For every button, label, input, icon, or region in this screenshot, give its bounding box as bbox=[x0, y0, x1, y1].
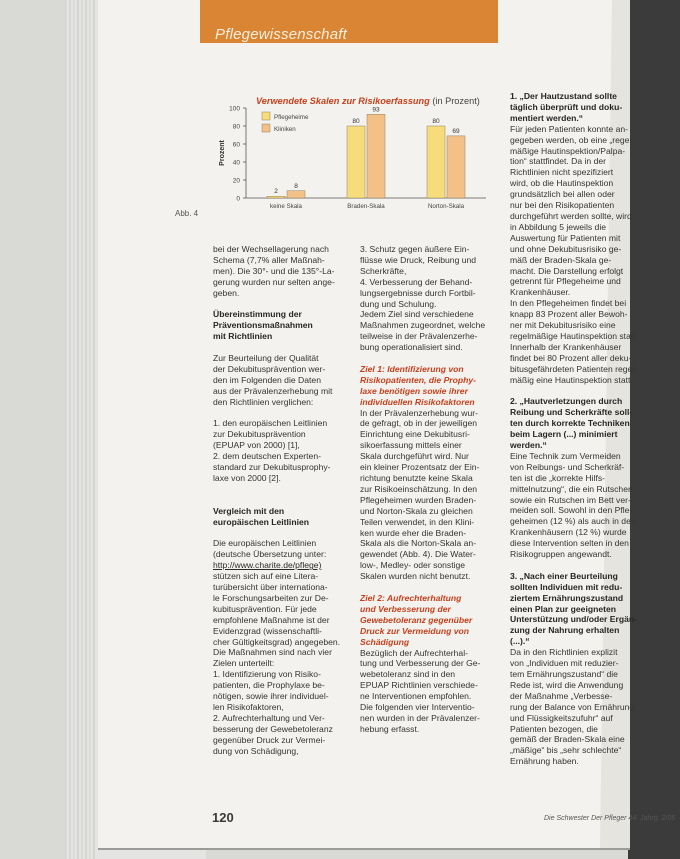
col1-line: geben. bbox=[213, 287, 240, 298]
y-tick-label: 60 bbox=[232, 141, 240, 149]
col3-line: Eine Technik zum Vermeiden bbox=[510, 450, 621, 461]
col2-line: Gewebetoleranz gegenüber bbox=[360, 614, 473, 625]
col2-line: Ziel 2: Aufrechterhaltung bbox=[360, 592, 462, 603]
col3-line: wird, ob die Hautinspektion bbox=[510, 178, 614, 189]
col3-line: in Abbildung 5 jeweils die bbox=[510, 221, 607, 232]
col3-line: In den Pflegeheimen findet bei bbox=[510, 298, 627, 309]
col2-line: bung operationalisiert sind. bbox=[360, 342, 463, 353]
col2-line: dung und Schulung. bbox=[360, 298, 437, 309]
col3-line: Für jeden Patienten konnte an- bbox=[510, 123, 629, 134]
col3-line: täglich überprüft und doku- bbox=[510, 101, 623, 112]
bar-kliniken bbox=[367, 114, 385, 198]
bar-pflegeheime bbox=[347, 126, 365, 198]
col2-line: Pflegeheimen wurden Braden- bbox=[360, 494, 477, 505]
col1-line bbox=[213, 527, 363, 538]
col3-line: rung der Balance von Ernährung bbox=[510, 701, 635, 712]
col1-line bbox=[213, 495, 363, 506]
bar-pflegeheime bbox=[267, 196, 285, 198]
col2-line: EPUAP Richtlinien verschiede- bbox=[360, 680, 478, 691]
col3-line: mäß der Braden-Skala ge- bbox=[510, 254, 612, 265]
col2-line: tung und Verbesserung der Ge- bbox=[360, 658, 481, 669]
col3-line: meiden soll. Sowohl in den Pfle- bbox=[510, 505, 633, 516]
col3-line: geheimen (12 %) als auch in den bbox=[510, 516, 636, 527]
col3-line: gemäß der Braden-Skala eine bbox=[510, 734, 625, 745]
col1-line: Die Maßnahmen sind nach vier bbox=[213, 647, 332, 658]
col1-line: patienten, die Prophylaxe be- bbox=[213, 680, 325, 691]
col2-line: Schädigung bbox=[360, 636, 410, 647]
col2-line: sikoerfassung mittels einer bbox=[360, 440, 462, 451]
col1-line: len Risikofaktoren, bbox=[213, 701, 284, 712]
figure-title-main: Verwendete Skalen zur Risikoerfassung bbox=[256, 96, 430, 106]
col2-line bbox=[360, 582, 510, 593]
col1-line: Vergleich mit den bbox=[213, 505, 285, 516]
data-label: 8 bbox=[294, 182, 298, 190]
data-label: 80 bbox=[352, 118, 360, 125]
col2-line: In der Prävalenzerhebung wur- bbox=[360, 407, 478, 418]
col1-line: 1. Identifizierung von Risiko- bbox=[213, 669, 321, 680]
col1-line: men). Die 30°- und die 135°-La- bbox=[213, 265, 335, 276]
col3-line: gegeben werden, ob eine „regel- bbox=[510, 134, 635, 145]
col3-line: mittelnutzung“, die ein Rutschen bbox=[510, 483, 633, 494]
column-left bbox=[213, 244, 363, 757]
col2-line: nen wurden in der Prävalenzer- bbox=[360, 712, 480, 723]
col1-line: den im Folgenden die Daten bbox=[213, 374, 321, 385]
y-tick-label: 20 bbox=[232, 177, 240, 185]
col3-line: diese Intervention selten in den bbox=[510, 538, 629, 549]
data-label: 93 bbox=[372, 106, 380, 114]
col1-line: besserung der Gewebetoleranz bbox=[213, 723, 333, 734]
figure-label: Abb. 4 bbox=[175, 209, 199, 218]
bar-kliniken bbox=[287, 191, 305, 198]
col3-line: tem Ernährungszustand“ die bbox=[510, 669, 618, 679]
col2-line: lungsergebnisse durch Fortbil- bbox=[360, 287, 476, 298]
col3-line: ten durch korrekte Techniken bbox=[510, 418, 630, 429]
col3-line: werden.“ bbox=[510, 439, 547, 450]
col2-line: Jedem Ziel sind verschiedene bbox=[360, 309, 474, 320]
col3-line: Da in den Richtlinien explizit bbox=[510, 647, 618, 658]
col2-line: de gefragt, ob in der jeweiligen bbox=[360, 418, 478, 429]
col1-line: (EPUAP von 2000) [1], bbox=[213, 440, 300, 451]
col3-line: und Flüssigkeitszufuhr“ auf bbox=[510, 712, 613, 723]
col3-line: mäßige Hautinspektion/Palpa- bbox=[510, 145, 626, 156]
col1-line: cher Gültigkeitsgrad) angegeben. bbox=[213, 636, 341, 647]
col2-line: Scherkräfte, bbox=[360, 265, 407, 276]
col1-line: gerung wurden nur selten ange- bbox=[213, 276, 335, 287]
col1-line bbox=[213, 299, 363, 310]
col2-line: teilweise in der Prävalenzerhe- bbox=[360, 331, 478, 342]
col3-line: und ohne Dekubitusrisiko ge- bbox=[510, 243, 622, 254]
x-tick-label: Braden-Skala bbox=[347, 203, 385, 210]
col2-line: laxe benötigen sowie ihrer bbox=[360, 385, 468, 396]
col1-line: 1. den europäischen Leitlinien bbox=[213, 418, 328, 429]
col2-line: Bezüglich der Aufrechterhal- bbox=[360, 647, 468, 658]
col3-line: knapp 83 Prozent aller Bewoh- bbox=[510, 309, 628, 320]
x-tick-label: keine Skala bbox=[270, 203, 302, 210]
col1-line bbox=[213, 408, 363, 419]
col3-line: Ernährung haben. bbox=[510, 756, 579, 767]
col3-line: (...).“ bbox=[510, 636, 530, 647]
col2-line: hebung erfasst. bbox=[360, 723, 420, 734]
col3-line: nur bei den Risikopatienten bbox=[510, 200, 615, 211]
col3-line: von Reibungs- und Scherkräf- bbox=[510, 461, 625, 472]
col1-line: http://www.charite.de/pflege) bbox=[213, 560, 322, 571]
col2-line: 4. Verbesserung der Behand- bbox=[360, 276, 473, 287]
col2-line: Skalen wurden nicht benutzt. bbox=[360, 571, 471, 582]
figure-title bbox=[256, 96, 480, 106]
col3-line: mentiert werden.“ bbox=[510, 112, 584, 123]
col3-line: ziertem Ernährungszustand bbox=[510, 592, 624, 603]
col2-line: ken wurde eher die Braden- bbox=[360, 527, 467, 538]
legend-swatch bbox=[262, 112, 270, 120]
col3-line: Auswertung für Patienten mit bbox=[510, 232, 621, 243]
col1-line: Die europäischen Leitlinien bbox=[213, 538, 317, 549]
col2-line: Risikopatienten, die Prophy- bbox=[360, 374, 477, 385]
col3-line: sollten Individuen mit redu- bbox=[510, 581, 623, 592]
col1-line bbox=[213, 342, 363, 353]
col1-line: Zur Beurteilung der Qualität bbox=[213, 353, 319, 364]
col3-line: Patienten bezogen, die bbox=[510, 723, 598, 734]
col1-line: gegenüber Druck zur Vermei- bbox=[213, 734, 326, 745]
col3-line: sowie ein Rutschen im Bett ver- bbox=[510, 494, 631, 505]
col2-line: low-, Medley- oder sonstige bbox=[360, 560, 466, 571]
col1-line: empfohlene Maßnahme ist der bbox=[213, 614, 330, 625]
data-label: 80 bbox=[432, 118, 440, 125]
col3-line: durchgeführt werden sollte, wird bbox=[510, 210, 632, 221]
col2-line: Teilen verwendet, in den Klini- bbox=[360, 516, 475, 527]
col3-line: macht. Die Darstellung erfolgt bbox=[510, 265, 624, 276]
col1-line: mit Richtlinien bbox=[213, 331, 273, 342]
col2-line: gewendet (Abb. 4). Die Water- bbox=[360, 549, 476, 560]
col1-line: dung von Schädigung, bbox=[213, 745, 299, 756]
col2-line: Einrichtung eine Dekubitusri- bbox=[360, 429, 470, 440]
col3-line: grundsätzlich bei allen oder bbox=[510, 189, 615, 200]
page-number: 120 bbox=[212, 810, 234, 825]
col3-line: Innerhalb der Krankenhäuser bbox=[510, 341, 622, 352]
col2-line: richtung benutzte keine Skala bbox=[360, 473, 473, 484]
col3-line: mäßig eine Hautinspektion statt. bbox=[510, 374, 633, 385]
col3-line bbox=[510, 560, 660, 571]
figure-title-suffix: (in Prozent) bbox=[432, 96, 480, 106]
col1-line: standard zur Dekubitusprophy- bbox=[213, 462, 331, 473]
col3-line: regelmäßige Hautinspektion statt. bbox=[510, 330, 639, 341]
col1-line: den Richtlinien verglichen: bbox=[213, 396, 314, 407]
data-label: 2 bbox=[274, 188, 278, 196]
col3-line: ner mit Dekubitusrisiko eine bbox=[510, 320, 616, 331]
col1-line: der Dekubitusprävention wer- bbox=[213, 363, 326, 374]
col2-line: und Norton-Skala zu gleichen bbox=[360, 505, 473, 516]
legend-label: Pflegeheime bbox=[274, 114, 309, 121]
col2-line: Skala durchgeführt wird. Nur bbox=[360, 451, 469, 462]
col1-line: zur Dekubitusprävention bbox=[213, 429, 306, 440]
col1-line: stützen sich auf eine Litera- bbox=[213, 571, 319, 582]
legend-swatch bbox=[262, 124, 270, 132]
col1-line: Übereinstimmung der bbox=[213, 309, 302, 320]
col2-line: ein kleiner Prozentsatz der Ein- bbox=[360, 462, 480, 473]
col1-line: Zielen unterteilt: bbox=[213, 658, 275, 669]
col1-line: 2. Aufrechterhaltung und Ver- bbox=[213, 712, 325, 723]
col2-line: 3. Schutz gegen äußere Ein- bbox=[360, 244, 470, 254]
y-tick-label: 100 bbox=[229, 105, 240, 113]
bar-kliniken bbox=[447, 136, 465, 198]
legend-label: Kliniken bbox=[274, 126, 296, 133]
col1-line: europäischen Leitlinien bbox=[213, 516, 309, 527]
col3-line: Krankenhäuser. bbox=[510, 287, 571, 298]
col3-line: Unterstützung und/oder Ergän- bbox=[510, 614, 637, 625]
col3-line: ten ist die „korrekte Hilfs- bbox=[510, 472, 606, 483]
col1-line: aus der Prävalenzerhebung mit bbox=[213, 385, 333, 396]
col3-line: Risikogruppen angewandt. bbox=[510, 549, 612, 560]
col1-line: kubitusprävention. Für jede bbox=[213, 603, 317, 614]
col3-line: einen Plan zur geeigneten bbox=[510, 603, 617, 614]
col2-line: individuellen Risikofaktoren bbox=[360, 396, 475, 407]
col1-line: (deutsche Übersetzung unter: bbox=[213, 549, 327, 560]
data-label: 69 bbox=[452, 127, 460, 135]
col3-line: tion“ stattfindet. Da in der bbox=[510, 156, 607, 167]
col1-line: Präventionsmaßnahmen bbox=[213, 320, 313, 331]
footer-right: Die Schwester Der Pfleger 44. Jahrg. 2/05 bbox=[544, 815, 676, 822]
bar-pflegeheime bbox=[427, 126, 445, 198]
bar-chart bbox=[216, 105, 486, 218]
col2-line: Die folgenden vier Interventio- bbox=[360, 702, 475, 713]
col2-line: und Verbesserung der bbox=[360, 603, 451, 614]
y-tick-label: 80 bbox=[232, 123, 240, 131]
col1-line: turübersicht über internationa- bbox=[213, 582, 328, 592]
section-header: Pflegewissenschaft bbox=[215, 26, 348, 43]
col3-line bbox=[510, 385, 660, 396]
col1-line: laxe von 2000 [2]. bbox=[213, 472, 281, 483]
col3-line: der Maßnahme „Verbesse- bbox=[510, 690, 613, 701]
col3-line: zung der Nahrung erhalten bbox=[510, 625, 620, 636]
col3-line: 3. „Nach einer Beurteilung bbox=[510, 570, 618, 581]
column-right bbox=[510, 91, 660, 767]
col3-line: bitusgefährdeten Patienten regel- bbox=[510, 363, 638, 374]
col2-line: Ziel 1: Identifizierung von bbox=[360, 363, 464, 374]
col3-line: 2. „Hautverletzungen durch bbox=[510, 396, 623, 407]
y-axis-label: Prozent bbox=[219, 140, 226, 166]
col3-line: Rede ist, wird die Anwendung bbox=[510, 679, 624, 690]
col3-line: 1. „Der Hautzustand sollte bbox=[510, 91, 617, 101]
col3-line: getrennt für Pflegeheime und bbox=[510, 276, 621, 287]
y-tick-label: 40 bbox=[232, 159, 240, 167]
col3-line: Reibung und Scherkräfte soll- bbox=[510, 407, 633, 418]
col2-line bbox=[360, 353, 510, 364]
col2-line: flüsse wie Druck, Reibung und bbox=[360, 254, 477, 265]
col1-line: 2. dem deutschen Experten- bbox=[213, 451, 321, 462]
col1-line: Schema (7,7% aller Maßnah- bbox=[213, 254, 325, 265]
col2-line: Druck zur Vermeidung von bbox=[360, 625, 470, 636]
col3-line: von „Individuen mit reduzier- bbox=[510, 658, 619, 669]
col1-line: Evidenzgrad (wissenschaftli- bbox=[213, 625, 322, 636]
col1-line: le Forschungsarbeiten zur De- bbox=[213, 592, 329, 603]
col2-line: webetoleranz sind in den bbox=[360, 669, 456, 680]
y-tick-label: 0 bbox=[236, 195, 240, 203]
col1-line: bei der Wechsellagerung nach bbox=[213, 244, 329, 254]
col2-line: zur Risikoeinschätzung. In den bbox=[360, 483, 478, 494]
col3-line: Krankenhäusern (12 %) wurde bbox=[510, 527, 627, 538]
col2-line: Skala als die Norton-Skala an- bbox=[360, 538, 477, 549]
col3-line: beim Lagern (...) minimiert bbox=[510, 429, 618, 440]
col1-line: nötigen, sowie ihrer individuel- bbox=[213, 691, 329, 702]
col2-line: ne Interventionen empfohlen. bbox=[360, 691, 472, 702]
col3-line: Richtlinien nicht spezifiziert bbox=[510, 167, 614, 178]
col1-line bbox=[213, 484, 363, 495]
col3-line: „mäßige“ bis „sehr schlechte“ bbox=[510, 745, 622, 756]
column-middle bbox=[360, 244, 510, 735]
x-tick-label: Norton-Skala bbox=[427, 203, 465, 210]
col3-line: findet bei 80 Prozent aller deku- bbox=[510, 352, 632, 363]
col2-line: Maßnahmen zugeordnet, welche bbox=[360, 320, 486, 331]
